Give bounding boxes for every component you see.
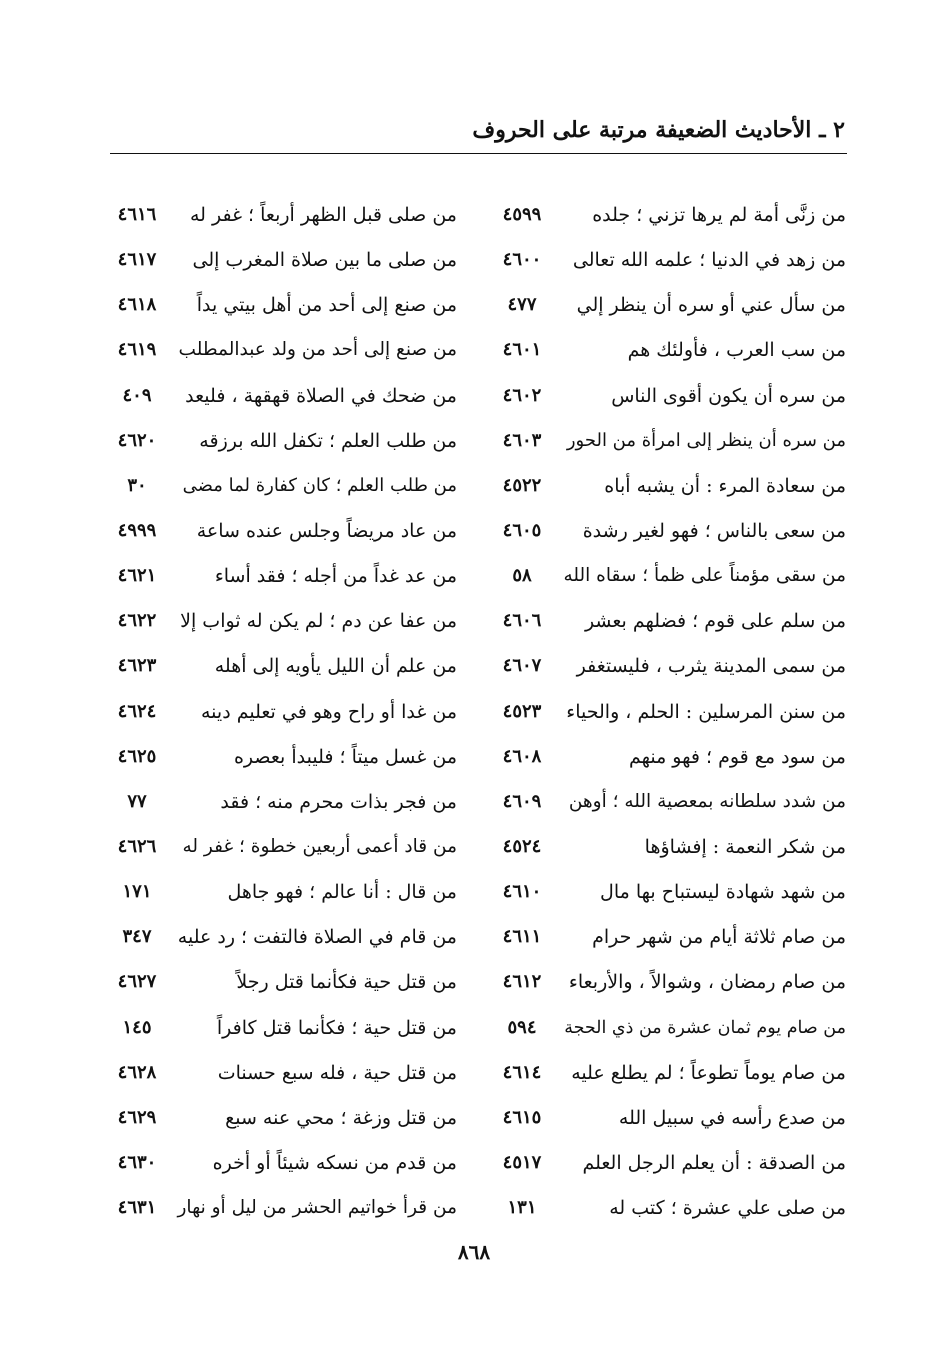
hadith-number: ٤٦٣١: [117, 1197, 157, 1219]
hadith-incipit: من سنن المرسلين : الحلم ، والحياء: [566, 700, 846, 723]
index-entry: [105, 645, 457, 690]
hadith-incipit: من سمى المدينة يثرب ، فليستغفر: [576, 655, 846, 678]
hadith-number: ٤٦٢٢: [117, 610, 157, 632]
hadith-incipit: من صلى علي عشرة ؛ كتب له: [609, 1197, 846, 1220]
hadith-incipit: من صام يوم ثمان عشرة من ذي الحجة: [564, 1017, 846, 1038]
index-entry: [105, 329, 457, 374]
hadith-incipit: من زهد في الدنيا ؛ علمه الله تعالى: [572, 249, 846, 272]
index-entry: [105, 600, 457, 645]
hadith-number: ٧٧: [127, 790, 147, 812]
index-entry: [105, 375, 457, 420]
index-entry: [105, 826, 457, 871]
index-entry: [105, 1052, 457, 1097]
index-entry: [105, 510, 457, 555]
hadith-number: ٤٦١٠: [502, 881, 542, 903]
hadith-incipit: من صلى قبل الظهر أربعاً ؛ غفر له: [189, 204, 457, 226]
hadith-incipit: من قرأ خواتيم الحشر من ليل أو نهار: [177, 1197, 457, 1219]
index-entry: [490, 961, 846, 1006]
hadith-incipit: من سلم على قوم ؛ فضلهم بعشر: [584, 610, 846, 633]
index-entry: [105, 1142, 457, 1187]
index-entry: [490, 1187, 846, 1232]
hadith-number: ٤٦٢٩: [117, 1106, 157, 1128]
hadith-number: ٤٧٧: [507, 294, 537, 316]
hadith-number: ٤٦٠٧: [502, 655, 542, 677]
hadith-incipit: من سعى بالناس ؛ فهو لغير رشدة: [582, 519, 846, 542]
hadith-number: ٤٦٢٣: [117, 655, 157, 677]
index-entry: [105, 1097, 457, 1142]
hadith-number: ١٧١: [122, 881, 152, 903]
hadith-number: ٤٦٢٥: [117, 745, 157, 767]
hadith-incipit: من شكر النعمة : إفشاؤها: [644, 835, 846, 858]
hadith-incipit: من صدع رأسه في سبيل الله: [618, 1106, 846, 1129]
index-entry: [490, 510, 846, 555]
index-entry: [490, 375, 846, 420]
hadith-incipit: من قتل حية ، فله سبع حسنات: [217, 1061, 457, 1084]
hadith-incipit: من صنع إلى أحد من أهل بيتي يداً: [196, 294, 457, 317]
index-entry: [490, 600, 846, 645]
index-entry: [105, 555, 457, 600]
index-entry: [490, 691, 846, 736]
index-entry: [105, 916, 457, 961]
hadith-incipit: من صام يوماً تطوعاً ؛ لم يطلع عليه: [571, 1061, 846, 1084]
hadith-incipit: من سود مع قوم ؛ فهو منهم: [628, 745, 846, 768]
hadith-number: ٥٩٤: [507, 1016, 537, 1038]
hadith-number: ٣٠: [127, 474, 147, 496]
hadith-incipit: من قال : أنا عالم ؛ فهو جاهل: [227, 881, 457, 904]
index-entry: [490, 826, 846, 871]
hadith-number: ٤٠٩: [122, 384, 152, 406]
index-entry: [105, 691, 457, 736]
hadith-incipit: من فجر بذات محرم منه ؛ فقد: [220, 790, 457, 813]
hadith-number: ٤٦٠٢: [502, 384, 542, 406]
index-entry: [490, 284, 846, 329]
hadith-incipit: من صام ثلاثة أيام من شهر حرام: [592, 926, 846, 949]
hadith-incipit: من سقى مؤمناً على ظمأ ؛ سقاه الله: [563, 565, 846, 587]
hadith-number: ٤٦١٦: [117, 204, 157, 225]
index-entry: [490, 1142, 846, 1187]
index-entry: [105, 961, 457, 1006]
hadith-number: ٤٦٢١: [117, 565, 157, 587]
index-entry: [105, 1007, 457, 1052]
hadith-number: ٤٥٢٤: [502, 835, 542, 857]
hadith-incipit: من قتل حية ؛ فكأنما قتل كافراً: [216, 1016, 457, 1039]
hadith-number: ٥٨: [512, 565, 532, 587]
index-entry: [105, 781, 457, 826]
hadith-number: ٤٩٩٩: [117, 519, 157, 541]
hadith-number: ٤٦١٧: [117, 249, 157, 271]
hadith-incipit: من طلب العلم ؛ كان كفارة لما مضى: [182, 474, 457, 496]
hadith-incipit: من سب العرب ، فأولئك هم: [627, 339, 846, 362]
index-column-left: [105, 194, 457, 1224]
header-divider: [110, 153, 847, 154]
hadith-incipit: من غسل ميتاً ؛ فليبدأ بعصره: [233, 745, 457, 768]
hadith-number: ٤٦٠٨: [502, 745, 542, 767]
index-entry: [490, 194, 846, 239]
hadith-number: ٤٦٠٥: [502, 519, 542, 541]
index-entry: [490, 329, 846, 374]
index-entry: [105, 465, 457, 510]
hadith-incipit: من سعادة المرء : أن يشبه أباه: [604, 474, 846, 497]
index-entry: [490, 645, 846, 690]
hadith-number: ٤٦١٩: [117, 339, 157, 361]
hadith-number: ٤٥٢٣: [502, 700, 542, 722]
hadith-number: ٤٥١٧: [502, 1151, 542, 1173]
hadith-incipit: من عاد مريضاً وجلس عنده ساعة: [196, 519, 457, 542]
hadith-number: ٤٦١٨: [117, 294, 157, 316]
index-column-right: [490, 194, 846, 1224]
page-number: ٨٦٨: [457, 1240, 491, 1264]
index-entry: [105, 736, 457, 781]
hadith-number: ٤٦٢٦: [117, 835, 157, 857]
hadith-incipit: من قدم من نسكه شيئاً أو أخره: [212, 1151, 457, 1174]
hadith-incipit: من صنع إلى أحد من ولد عبدالمطلب: [178, 339, 457, 361]
hadith-number: ٤٥٩٩: [502, 204, 542, 225]
hadith-number: ٤٦٠٣: [502, 429, 542, 451]
hadith-incipit: من طلب العلم ؛ تكفل الله برزقه: [199, 429, 457, 452]
hadith-number: ٤٦٣٠: [117, 1151, 157, 1173]
page-header-title: ٢ ـ الأحاديث الضعيفة مرتبة على الحروف: [472, 117, 845, 143]
hadith-number: ٤٦١٤: [502, 1061, 542, 1083]
index-entry: [490, 239, 846, 284]
hadith-incipit: من شدد سلطانه بمعصية الله ؛ أوهن: [568, 790, 846, 812]
index-entry: [490, 1052, 846, 1097]
hadith-number: ٤٦٢٠: [117, 429, 157, 451]
hadith-incipit: من غدا أو راح وهو في تعليم دينه: [201, 700, 457, 723]
index-entry: [490, 1097, 846, 1142]
hadith-incipit: من سره أن يكون أقوى الناس: [611, 384, 846, 407]
hadith-incipit: من علم أن الليل يأويه إلى أهله: [214, 655, 457, 678]
index-entry: [105, 420, 457, 465]
index-entry: [490, 420, 846, 465]
hadith-incipit: من شهد شهادة ليستباح بها مال: [600, 881, 846, 904]
hadith-incipit: من عد غداً من أجله ؛ فقد أساء: [214, 565, 457, 588]
hadith-incipit: من الصدقة : أن يعلم الرجل العلم: [582, 1151, 846, 1174]
index-entry: [490, 465, 846, 510]
hadith-number: ٤٦٠٦: [502, 610, 542, 632]
hadith-incipit: من صلى ما بين صلاة المغرب إلى: [192, 249, 457, 272]
hadith-incipit: من صام رمضان ، وشوالاً ، والأربعاء: [568, 971, 846, 994]
hadith-incipit: من قتل وزغة ؛ محي عنه سبع: [225, 1106, 457, 1129]
hadith-number: ٤٦٢٤: [117, 700, 157, 722]
hadith-incipit: من قتل حية فكأنما قتل رجلاً: [236, 971, 457, 994]
hadith-number: ١٣١: [507, 1197, 537, 1219]
hadith-incipit: من سره أن ينظر إلى امرأة من الحور: [566, 429, 846, 451]
index-entry: [490, 1007, 846, 1052]
hadith-number: ٤٦٠٩: [502, 790, 542, 812]
hadith-number: ٤٦٢٧: [117, 971, 157, 993]
hadith-number: ٤٦١٢: [502, 971, 542, 993]
hadith-number: ٤٦٠٠: [502, 249, 542, 271]
hadith-incipit: من زنَّى أمة لم يرها تزني ؛ جلده: [592, 204, 846, 226]
index-entry: [105, 194, 457, 239]
hadith-incipit: من قام في الصلاة فالتفت ؛ رد عليه: [177, 926, 457, 949]
hadith-incipit: من سأل عني أو سره أن ينظر إلي: [576, 294, 846, 317]
index-entry: [105, 239, 457, 284]
index-entry: [490, 781, 846, 826]
index-entry: [490, 555, 846, 600]
hadith-incipit: من عفا عن دم ؛ لم يكن له ثواب إلا: [180, 610, 457, 633]
hadith-number: ٤٦١٥: [502, 1106, 542, 1128]
index-entry: [490, 871, 846, 916]
hadith-number: ١٤٥: [122, 1016, 152, 1038]
index-entry: [490, 916, 846, 961]
hadith-number: ٤٥٢٢: [502, 474, 542, 496]
index-entry: [105, 871, 457, 916]
index-entry: [490, 736, 846, 781]
hadith-number: ٤٦٠١: [502, 339, 542, 361]
hadith-number: ٤٦٢٨: [117, 1061, 157, 1083]
hadith-incipit: من ضحك في الصلاة قهقهة ، فليعد: [185, 384, 457, 407]
hadith-number: ٣٤٧: [122, 926, 152, 948]
hadith-number: ٤٦١١: [502, 926, 542, 948]
hadith-incipit: من قاد أعمى أربعين خطوة ؛ غفر له: [182, 835, 457, 857]
index-entry: [105, 1187, 457, 1232]
index-entry: [105, 284, 457, 329]
